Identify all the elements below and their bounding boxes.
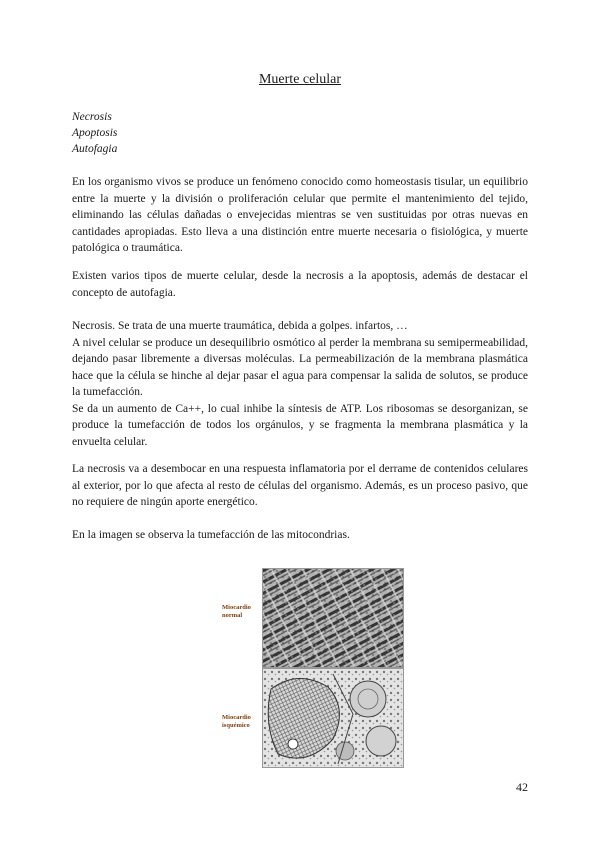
figure-label-ischemic: Miocardio isquémico bbox=[222, 714, 251, 729]
necrosis-section bbox=[72, 318, 528, 450]
page-number: 42 bbox=[516, 780, 528, 794]
paragraph-necrosis-intro: Necrosis. Se trata de una muerte traumática, debida a golpes. infartos, … bbox=[72, 320, 408, 332]
paragraph-types: Existen varios tipos de muerte celular, desde la necrosis a la apoptosis, además de destacar el concepto de autofagia. bbox=[72, 270, 528, 299]
paragraph-necrosis-calcium: Se da un aumento de Ca++, lo cual inhibe la síntesis de ATP. Los ribosomas se desorganizan, se produce la tumefacción de todos los orgánulos, y se fragmenta la membrana plasmática y la envuelta celular. bbox=[72, 402, 528, 448]
micrograph-normal-image bbox=[262, 568, 404, 668]
micrograph-figure bbox=[222, 568, 402, 766]
paragraph-image-caption: En la imagen se observa la tumefacción de las mitocondrias. bbox=[72, 529, 350, 541]
topic-list bbox=[72, 109, 117, 157]
topic-item: Autofagia bbox=[72, 143, 118, 155]
page-title: Muerte celular bbox=[258, 72, 341, 87]
micrograph-ischemic-image bbox=[262, 668, 404, 768]
topic-item: Apoptosis bbox=[72, 127, 118, 139]
paragraph-necrosis-cellular: A nivel celular se produce un desequilibrio osmótico al perder la membrana su semipermeabilidad, dejando pasar libremente a diversas moléculas. La permeabilización de la membrana plasmática hace que la célula se hinche al dejar pasar el agua para compensar la salida de solutos, se produce la tumefacción. bbox=[72, 336, 528, 398]
topic-item: Necrosis bbox=[72, 111, 112, 123]
paragraph-inflammation: La necrosis va a desembocar en una respuesta inflamatoria por el derrame de contenidos celulares al exterior, por lo que afecta al resto de células del organismo. Además, es un proceso pasivo, que no requiere de ningún aporte energético. bbox=[72, 463, 528, 508]
figure-label-normal: Miocardio normal bbox=[222, 604, 251, 619]
paragraph-homeostasis: En los organismo vivos se produce un fenómeno conocido como homeostasis tisular, un equilibrio entre la muerte y la división o proliferación celular que permite el mantenimiento del tejido, eliminando las células dañadas o envejecidas mientras se ven sustituidas por otras nuevas en cantidades apropiadas. Esto lleva a una distinción entre muerte necesaria o fisiológica, y muerte patológica o traumática. bbox=[72, 176, 528, 254]
